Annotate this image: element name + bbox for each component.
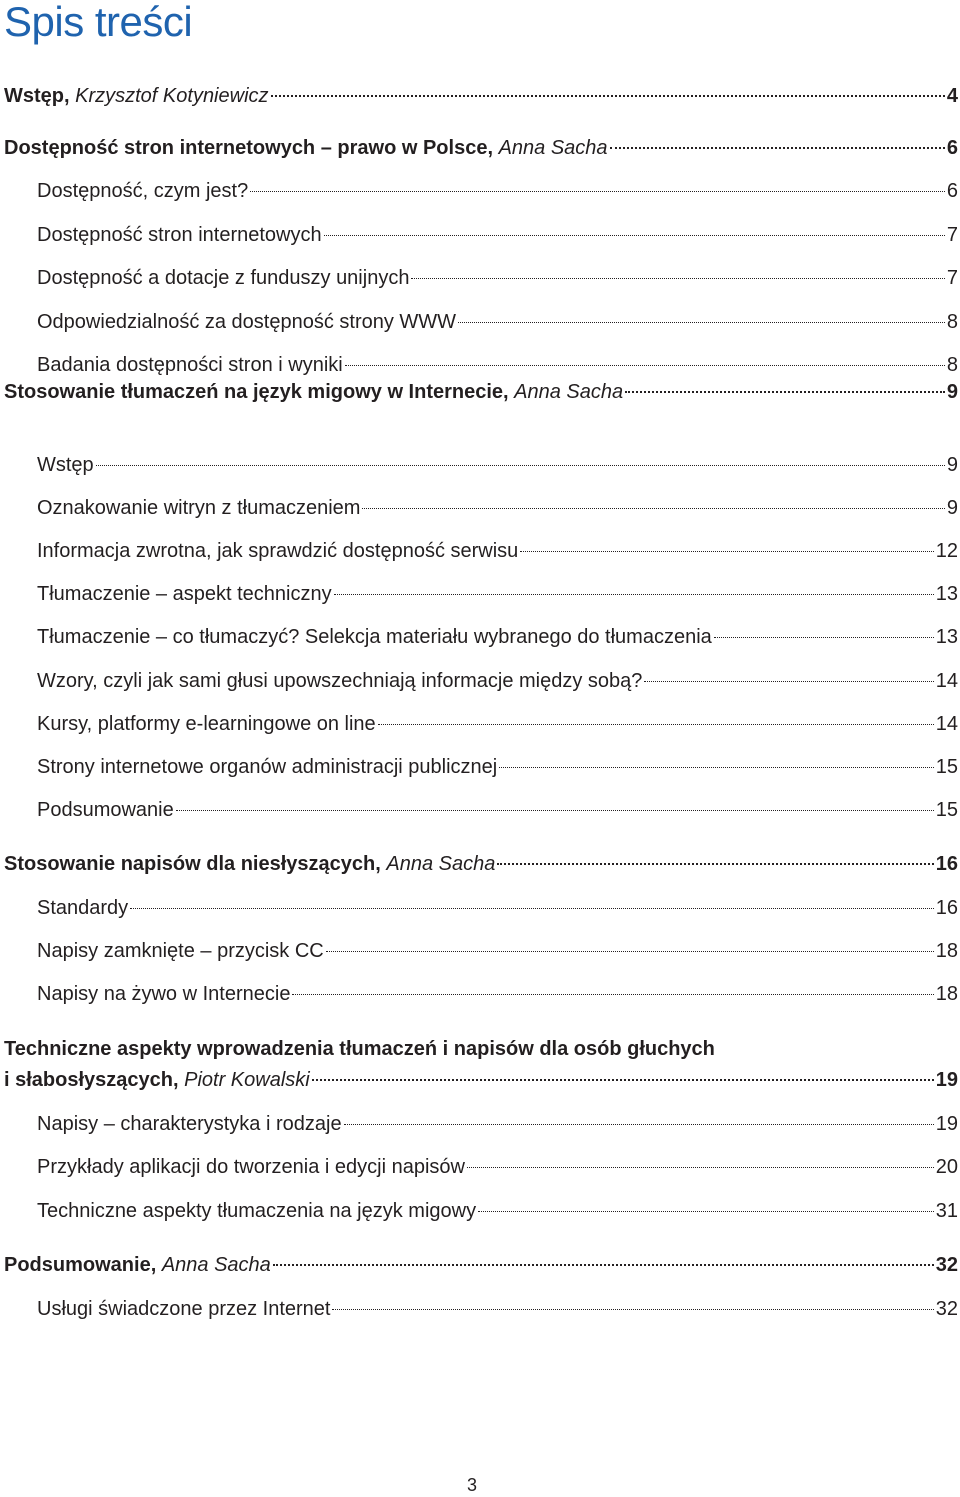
toc-entry-page: 6 — [946, 137, 958, 159]
toc-entry-page: 16 — [935, 853, 958, 875]
page-title: Spis treści — [4, 0, 193, 45]
toc-entry-chapter[interactable] — [4, 83, 958, 109]
toc-entry-section[interactable] — [37, 711, 958, 737]
toc-entry-section[interactable] — [37, 1154, 958, 1180]
toc-entry-title: Stosowanie tłumaczeń na język migowy w Internecie, — [4, 381, 509, 403]
toc-entry-page: 16 — [935, 897, 958, 919]
toc-entry-page: 19 — [935, 1113, 958, 1135]
toc-entry-chapter[interactable] — [4, 1036, 958, 1093]
toc-entry-page: 13 — [935, 583, 958, 605]
toc-entry-section[interactable] — [37, 581, 958, 607]
dot-leader — [334, 594, 934, 595]
toc-entry-page: 7 — [946, 224, 958, 246]
toc-entry-title: Kursy, platformy e-learningowe on line — [37, 713, 376, 735]
toc-entry-section[interactable] — [37, 1296, 958, 1322]
toc-entry-page: 32 — [935, 1298, 958, 1320]
toc-entry-page: 8 — [946, 354, 958, 376]
toc-entry-author: Anna Sacha — [498, 137, 608, 159]
toc-entry-title: Strony internetowe organów administracji publicznej — [37, 756, 498, 778]
toc-entry-title: Napisy na żywo w Internecie — [37, 983, 291, 1005]
toc-entry-page: 9 — [946, 381, 958, 403]
toc-entry-title: Dostępność, czym jest? — [37, 180, 249, 202]
toc-entry-page: 12 — [935, 540, 958, 562]
toc-entry-page: 7 — [946, 267, 958, 289]
toc-entry-title: Wzory, czyli jak sami głusi upowszechniają informacje między sobą? — [37, 670, 643, 692]
toc-entry-page: 6 — [946, 180, 958, 202]
toc-entry-title: Odpowiedzialność za dostępność strony WWW — [37, 311, 457, 333]
toc-entry-title: Tłumaczenie – aspekt techniczny — [37, 583, 332, 605]
dot-leader — [332, 1309, 933, 1310]
toc-entry-section[interactable] — [37, 754, 958, 780]
dot-leader — [411, 278, 944, 279]
toc-entry-title: Podsumowanie, — [4, 1254, 157, 1276]
toc-entry-section[interactable] — [37, 178, 958, 204]
toc-entry-title-line2 — [4, 1067, 958, 1093]
toc-entry-author: Piotr Kowalski — [184, 1069, 310, 1091]
dot-leader — [324, 235, 945, 236]
dot-leader — [625, 391, 945, 393]
dot-leader — [292, 994, 933, 995]
dot-leader — [271, 95, 945, 97]
dot-leader — [499, 767, 934, 768]
toc-entry-section[interactable] — [37, 452, 958, 478]
dot-leader — [467, 1167, 934, 1168]
dot-leader — [250, 191, 945, 192]
toc-entry-title: Techniczne aspekty tłumaczenia na język migowy — [37, 1200, 477, 1222]
dot-leader — [345, 365, 945, 366]
dot-leader — [610, 147, 945, 149]
toc-entry-title: Napisy zamknięte – przycisk CC — [37, 940, 324, 962]
toc-entry-title: Stosowanie napisów dla niesłyszących, — [4, 853, 381, 875]
dot-leader — [497, 863, 933, 865]
dot-leader — [273, 1264, 934, 1266]
toc-entry-section[interactable] — [37, 895, 958, 921]
toc-entry-section[interactable] — [37, 309, 958, 335]
dot-leader — [96, 465, 945, 466]
toc-entry-page: 19 — [935, 1069, 958, 1091]
toc-entry-page: 15 — [935, 799, 958, 821]
dot-leader — [478, 1211, 934, 1212]
toc-entry-page: 9 — [946, 454, 958, 476]
toc-entry-section[interactable] — [37, 938, 958, 964]
dot-leader — [362, 508, 944, 509]
dot-leader — [714, 637, 934, 638]
toc-entry-title: Badania dostępności stron i wyniki — [37, 354, 343, 376]
dot-leader — [644, 681, 933, 682]
dot-leader — [520, 551, 933, 552]
dot-leader — [458, 322, 945, 323]
toc-entry-title: Wstęp, — [4, 85, 70, 107]
toc-entry-page: 4 — [946, 85, 958, 107]
toc-entry-title: Podsumowanie — [37, 799, 174, 821]
toc-entry-page: 15 — [935, 756, 958, 778]
dot-leader — [344, 1124, 934, 1125]
toc-entry-chapter[interactable] — [4, 135, 958, 161]
toc-entry-author: Anna Sacha — [386, 853, 496, 875]
dot-leader — [326, 951, 934, 952]
toc-entry-title: Dostępność a dotacje z funduszy unijnych — [37, 267, 410, 289]
toc-entry-title: Oznakowanie witryn z tłumaczeniem — [37, 497, 361, 519]
page-number: 3 — [466, 1475, 477, 1495]
toc-entry-section[interactable] — [37, 352, 958, 378]
toc-entry-section[interactable] — [37, 222, 958, 248]
toc-entry-section[interactable] — [37, 668, 958, 694]
toc-entry-page: 8 — [946, 311, 958, 333]
dot-leader — [378, 724, 934, 725]
toc-entry-section[interactable] — [37, 265, 958, 291]
toc-entry-page: 14 — [935, 670, 958, 692]
toc-entry-page: 13 — [935, 626, 958, 648]
toc-entry-page: 14 — [935, 713, 958, 735]
toc-entry-author: Anna Sacha — [161, 1254, 271, 1276]
toc-entry-chapter[interactable] — [4, 851, 958, 877]
toc-entry-page: 18 — [935, 940, 958, 962]
toc-entry-chapter[interactable] — [4, 379, 958, 405]
toc-entry-section[interactable] — [37, 797, 958, 823]
toc-entry-title: Wstęp — [37, 454, 94, 476]
toc-entry-chapter[interactable] — [4, 1252, 958, 1278]
toc-entry-title: Dostępność stron internetowych — [37, 224, 322, 246]
toc-entry-section[interactable] — [37, 981, 958, 1007]
toc-entry-author: Anna Sacha — [514, 381, 624, 403]
toc-entry-author: Krzysztof Kotyniewicz — [75, 85, 269, 107]
toc-entry-title: Dostępność stron internetowych – prawo w Polsce, — [4, 137, 493, 159]
toc-entry-section[interactable] — [37, 495, 958, 521]
toc-entry-page: 32 — [935, 1254, 958, 1276]
toc-entry-title: Przykłady aplikacji do tworzenia i edycji napisów — [37, 1156, 465, 1178]
toc-entry-page: 31 — [935, 1200, 958, 1222]
toc-entry-section[interactable] — [37, 538, 958, 564]
toc-entry-title: Informacja zwrotna, jak sprawdzić dostępność serwisu — [37, 540, 519, 562]
toc-entry-section[interactable] — [37, 624, 958, 650]
toc-entry-page: 9 — [946, 497, 958, 519]
toc-entry-page: 20 — [935, 1156, 958, 1178]
toc-entry-title: Techniczne aspekty wprowadzenia tłumaczeń i napisów dla osób głuchych — [4, 1038, 715, 1060]
toc-entry-title: Tłumaczenie – co tłumaczyć? Selekcja materiału wybranego do tłumaczenia — [37, 626, 712, 648]
dot-leader — [176, 810, 934, 811]
dot-leader — [130, 908, 934, 909]
toc-entry-section[interactable] — [37, 1111, 958, 1137]
toc-entry-section[interactable] — [37, 1198, 958, 1224]
toc-entry-title: Standardy — [37, 897, 129, 919]
toc-entry-page: 18 — [935, 983, 958, 1005]
dot-leader — [312, 1079, 934, 1081]
toc-entry-title: Usługi świadczone przez Internet — [37, 1298, 331, 1320]
toc-entry-title: Napisy – charakterystyka i rodzaje — [37, 1113, 342, 1135]
toc-entry-title-continuation: i słabosłyszących, — [4, 1069, 179, 1091]
